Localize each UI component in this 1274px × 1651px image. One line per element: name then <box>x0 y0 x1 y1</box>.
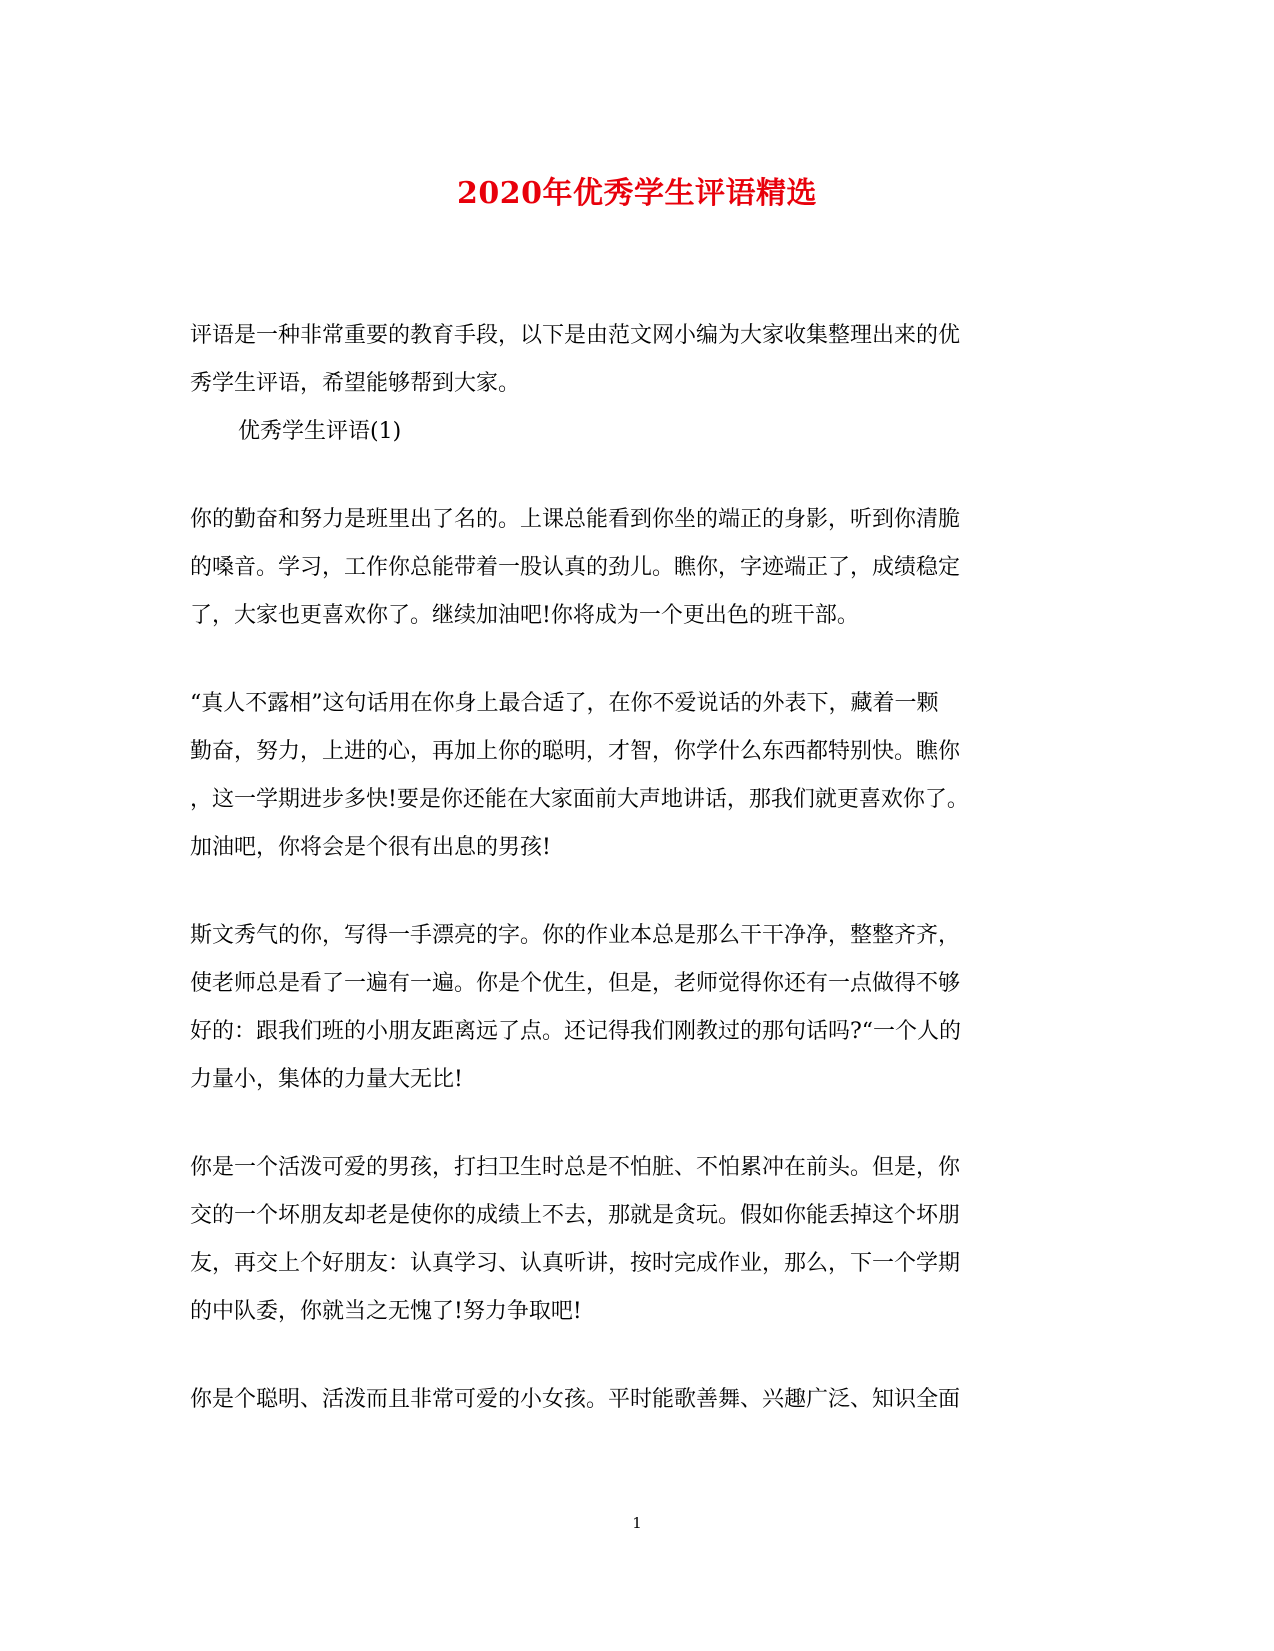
paragraph-line: 的嗓音。学习，工作你总能带着一股认真的劲儿。瞧你，字迹端正了，成绩稳定 <box>190 555 961 580</box>
comment-paragraph-3 <box>190 912 1090 1104</box>
page-number: 1 <box>632 1514 642 1532</box>
paragraph-line: ，这一学期进步多快!要是你还能在大家面前大声地讲话，那我们就更喜欢你了。 <box>190 787 969 812</box>
paragraph-gap <box>190 1104 1090 1144</box>
paragraph-line: 友，再交上个好朋友：认真学习、认真听讲，按时完成作业，那么，下一个学期 <box>190 1251 961 1276</box>
intro-line: 秀学生评语，希望能够帮到大家。 <box>190 371 521 396</box>
paragraph-line: 勤奋，努力，上进的心，再加上你的聪明，才智，你学什么东西都特别快。瞧你 <box>190 739 961 764</box>
comment-paragraph-4 <box>190 1144 1090 1336</box>
paragraph-line: 斯文秀气的你，写得一手漂亮的字。你的作业本总是那么干干净净，整整齐齐， <box>190 923 961 948</box>
paragraph-line: 你是个聪明、活泼而且非常可爱的小女孩。平时能歌善舞、兴趣广泛、知识全面 <box>190 1387 961 1412</box>
paragraph-line: 你是一个活泼可爱的男孩，打扫卫生时总是不怕脏、不怕累冲在前头。但是，你 <box>190 1155 961 1180</box>
paragraph-gap <box>190 1336 1090 1376</box>
comment-paragraph-2 <box>190 680 1090 872</box>
comment-paragraph-1 <box>190 496 1090 640</box>
paragraph-line: 的中队委，你就当之无愧了!努力争取吧! <box>190 1299 582 1324</box>
paragraph-line: 了，大家也更喜欢你了。继续加油吧!你将成为一个更出色的班干部。 <box>190 603 859 628</box>
intro-line: 评语是一种非常重要的教育手段，以下是由范文网小编为大家收集整理出来的优 <box>190 323 961 348</box>
document-title: 2020年优秀学生评语精选 <box>457 176 817 211</box>
paragraph-line: 好的：跟我们班的小朋友距离远了点。还记得我们刚教过的那句话吗?“一个人的 <box>190 1019 962 1044</box>
document-body <box>190 312 1090 1424</box>
paragraph-line: “真人不露相”这句话用在你身上最合适了，在你不爱说话的外表下，藏着一颗 <box>190 691 939 716</box>
paragraph-line: 交的一个坏朋友却老是使你的成绩上不去，那就是贪玩。假如你能丢掉这个坏朋 <box>190 1203 961 1228</box>
paragraph-gap <box>190 640 1090 680</box>
section-heading-block <box>190 408 1090 456</box>
paragraph-gap <box>190 872 1090 912</box>
section-heading: 优秀学生评语(1) <box>238 419 402 444</box>
paragraph-line: 加油吧，你将会是个很有出息的男孩! <box>190 835 551 860</box>
paragraph-gap <box>190 456 1090 496</box>
paragraph-line: 使老师总是看了一遍有一遍。你是个优生，但是，老师觉得你还有一点做得不够 <box>190 971 961 996</box>
comment-paragraph-5 <box>190 1376 1090 1424</box>
intro-paragraph <box>190 312 1090 408</box>
paragraph-line: 力量小，集体的力量大无比! <box>190 1067 463 1092</box>
paragraph-line: 你的勤奋和努力是班里出了名的。上课总能看到你坐的端正的身影，听到你清脆 <box>190 507 961 532</box>
